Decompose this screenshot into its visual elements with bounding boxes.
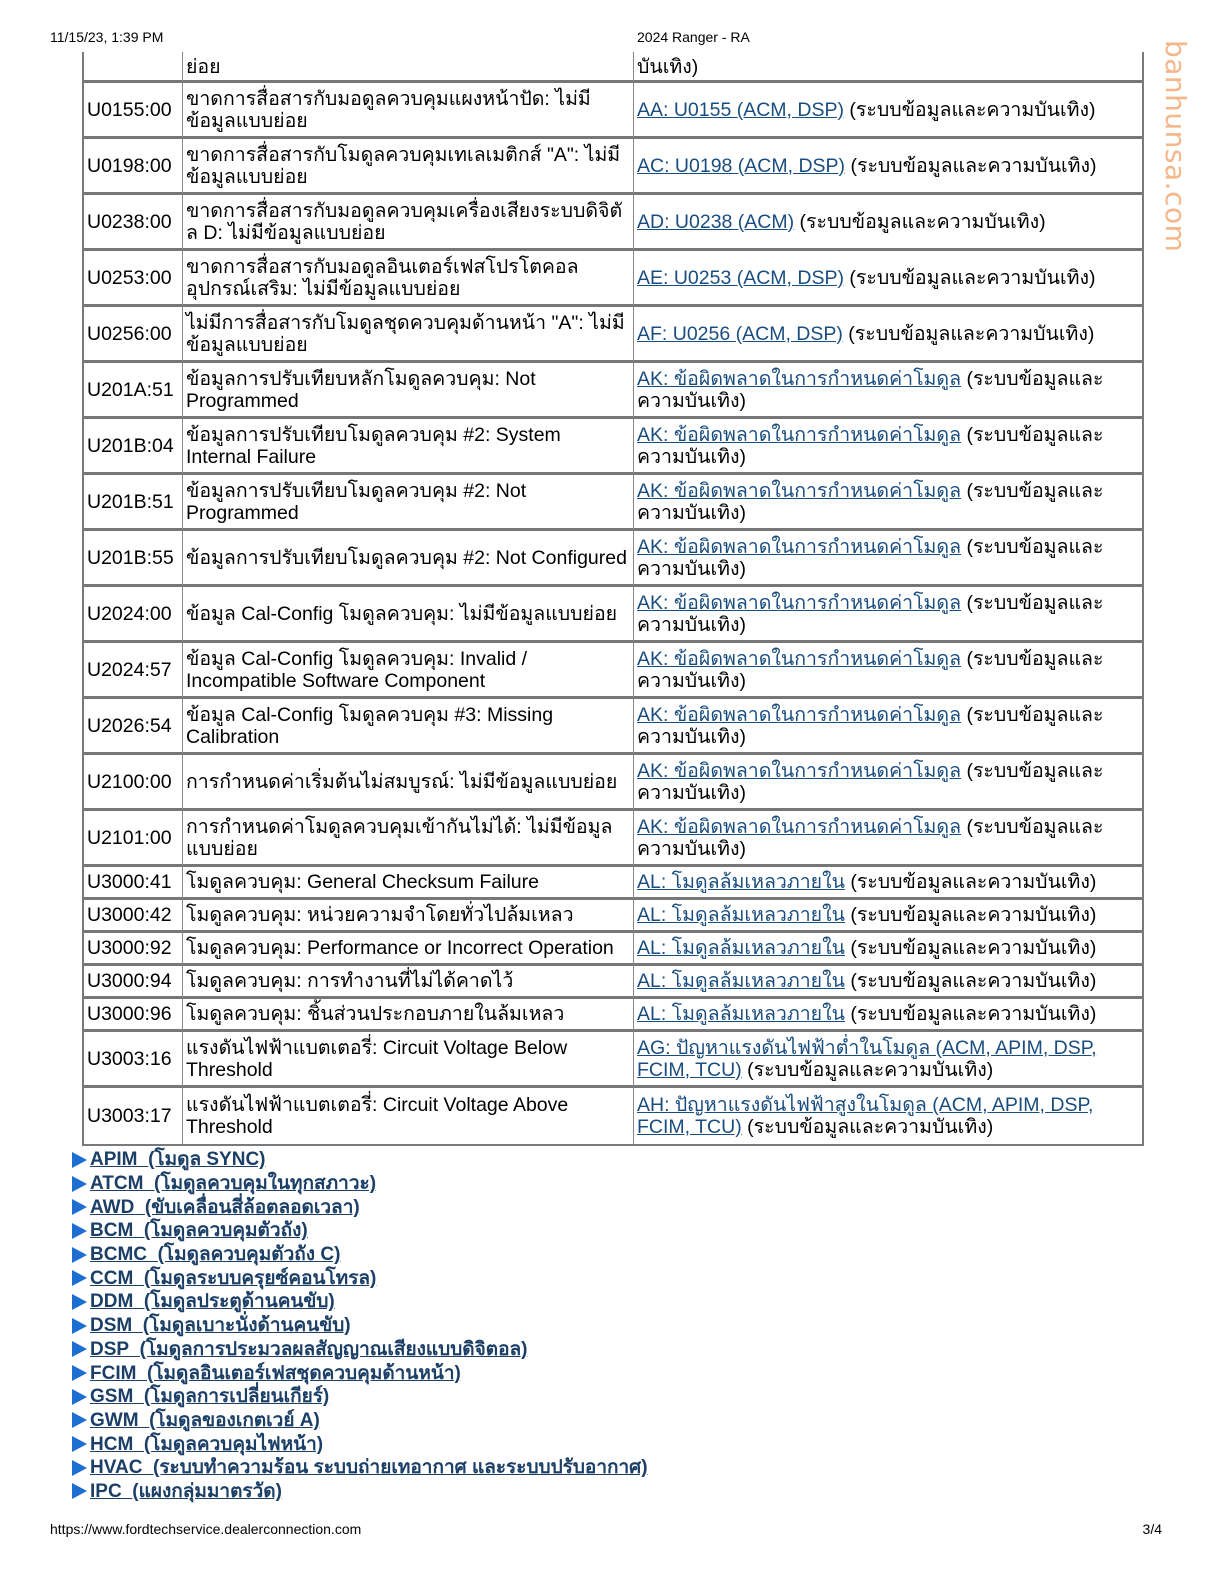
expand-triangle-icon[interactable] (72, 1436, 87, 1452)
spacer (133, 1268, 144, 1289)
pinpoint-test-link[interactable]: AK: ข้อผิดพลาดในการกำหนดค่าโมดูล (637, 535, 962, 558)
module-list-item (72, 1432, 1224, 1456)
module-name: (โมดูลอินเตอร์เฟสชุดควบคุมด้านหน้า) (147, 1362, 461, 1384)
dtc-code-cell: U3000:96 (84, 999, 183, 1032)
module-name: (โมดูลควบคุมไฟหน้า) (143, 1433, 324, 1455)
dtc-code-cell: U3003:17 (84, 1088, 183, 1144)
expand-triangle-icon[interactable] (72, 1365, 87, 1381)
table-row (84, 139, 1142, 195)
expand-triangle-icon[interactable] (72, 1199, 87, 1215)
module-list-item (72, 1409, 1224, 1433)
expand-triangle-icon[interactable] (72, 1412, 87, 1428)
dtc-cause-cell (634, 475, 1142, 531)
module-code: IPC (90, 1480, 122, 1502)
module-name: (โมดูลควบคุมตัวถัง) (143, 1220, 308, 1242)
spacer (147, 1244, 158, 1265)
dtc-code-cell: U3000:92 (84, 933, 183, 966)
dtc-description-cell: โมดูลควบคุม: ชิ้นส่วนประกอบภายในล้มเหลว (183, 999, 634, 1032)
dtc-code-cell: U201B:51 (84, 475, 183, 531)
expand-triangle-icon[interactable] (72, 1294, 87, 1310)
system-label: (ระบบข้อมูลและความบันเทิง) (637, 815, 1104, 860)
pinpoint-test-link[interactable]: AK: ข้อผิดพลาดในการกำหนดค่าโมดูล (637, 703, 962, 726)
dtc-code-cell: U0155:00 (84, 83, 183, 139)
dtc-cause-cell (634, 755, 1142, 811)
spacer (143, 1173, 154, 1194)
table-row (84, 999, 1142, 1032)
dtc-cause-cell (634, 195, 1142, 251)
module-list-item (72, 1456, 1224, 1480)
dtc-cause-cell (634, 1088, 1142, 1144)
table-row (84, 195, 1142, 251)
page-footer (50, 1521, 1162, 1537)
dtc-table (82, 52, 1144, 1146)
table-row (84, 643, 1142, 699)
dtc-code-cell: U201A:51 (84, 363, 183, 419)
pinpoint-test-link[interactable]: AA: U0155 (ACM, DSP) (637, 98, 844, 121)
system-label: (ระบบข้อมูลและความบันเทิง) (637, 647, 1104, 692)
dtc-cause-cell (634, 83, 1142, 139)
module-list-item (72, 1266, 1224, 1290)
dtc-cause-cell (634, 643, 1142, 699)
module-link[interactable] (90, 1219, 308, 1242)
module-code: GWM (90, 1409, 139, 1431)
pinpoint-test-link[interactable]: AK: ข้อผิดพลาดในการกำหนดค่าโมดูล (637, 591, 962, 614)
system-label: (ระบบข้อมูลและความบันเทิง) (794, 210, 1046, 233)
dtc-cause-cell (634, 966, 1142, 999)
module-list-item (72, 1172, 1224, 1196)
module-link[interactable] (90, 1385, 329, 1408)
table-row (84, 83, 1142, 139)
module-name: (โมดูลการประมวลผลสัญญาณเสียงแบบดิจิตอล) (139, 1338, 528, 1360)
module-code: APIM (90, 1149, 138, 1171)
system-label: (ระบบข้อมูลและความบันเทิง) (637, 367, 1104, 412)
module-name: (โมดูลระบบครุยซ์คอนโทรล) (143, 1267, 377, 1289)
system-label: (ระบบข้อมูลและความบันเทิง) (637, 423, 1104, 468)
module-list-item (72, 1148, 1224, 1172)
pinpoint-test-link[interactable]: AL: โมดูลล้มเหลวภายใน (637, 937, 845, 959)
expand-triangle-icon[interactable] (72, 1389, 87, 1405)
table-row (84, 811, 1142, 867)
dtc-description-cell: ข้อมูลการปรับเทียบโมดูลควบคุม #2: Not Programmed (183, 475, 634, 531)
dtc-code-cell: U2024:00 (84, 587, 183, 643)
system-label: (ระบบข้อมูลและความบันเทิง) (844, 904, 1097, 926)
dtc-description-cell: ข้อมูล Cal-Config โมดูลควบคุม: Invalid / Incompatible Software Component (183, 643, 634, 699)
module-link[interactable] (90, 1172, 376, 1195)
module-code: CCM (90, 1267, 134, 1289)
expand-triangle-icon[interactable] (72, 1341, 87, 1357)
module-code: HVAC (90, 1457, 143, 1479)
module-name: (โมดูล SYNC) (148, 1149, 266, 1171)
page-title: 2024 Ranger - RA (637, 29, 750, 45)
dtc-cause-cell (634, 811, 1142, 867)
module-name: (โมดูลควบคุมตัวถัง C) (157, 1244, 341, 1266)
module-code: FCIM (90, 1362, 137, 1384)
table-row (84, 966, 1142, 999)
pinpoint-test-link[interactable]: AL: โมดูลล้มเหลวภายใน (637, 1003, 845, 1025)
module-code: ATCM (90, 1173, 144, 1195)
expand-triangle-icon[interactable] (72, 1152, 87, 1168)
module-link[interactable] (90, 1480, 282, 1503)
module-code: DDM (90, 1291, 134, 1313)
pinpoint-test-link[interactable]: AH: ปัญหาแรงดันไฟฟ้าสูงในโมดูล (ACM, APIM, DSP, FCIM, TCU) (637, 1094, 1094, 1138)
dtc-description-cell: ย่อย (183, 52, 634, 83)
table-row (84, 475, 1142, 531)
module-code: DSM (90, 1315, 133, 1337)
spacer (122, 1481, 133, 1502)
dtc-cause-cell (634, 531, 1142, 587)
dtc-code-cell: U3000:42 (84, 900, 183, 933)
module-list-item (72, 1314, 1224, 1338)
module-list-item (72, 1243, 1224, 1267)
dtc-description-cell: โมดูลควบคุม: Performance or Incorrect Operation (183, 933, 634, 966)
dtc-cause-cell (634, 1032, 1142, 1088)
page-number: 3/4 (1142, 1521, 1162, 1538)
module-list-item (72, 1361, 1224, 1385)
pinpoint-test-link[interactable]: AK: ข้อผิดพลาดในการกำหนดค่าโมดูล (637, 367, 962, 390)
module-link[interactable] (90, 1338, 527, 1361)
expand-triangle-icon[interactable] (72, 1223, 87, 1239)
spacer (142, 1457, 153, 1478)
spacer (133, 1291, 144, 1312)
dtc-cause-cell (634, 867, 1142, 900)
table-row (84, 755, 1142, 811)
dtc-description-cell: ข้อมูลการปรับเทียบหลักโมดูลควบคุม: Not Programmed (183, 363, 634, 419)
module-code: HCM (90, 1433, 134, 1455)
module-link[interactable] (90, 1409, 320, 1432)
system-label: (ระบบข้อมูลและความบันเทิง) (637, 591, 1104, 636)
expand-triangle-icon[interactable] (72, 1483, 87, 1499)
pinpoint-test-link[interactable]: AL: โมดูลล้มเหลวภายใน (637, 970, 845, 992)
dtc-code-cell: U3003:16 (84, 1032, 183, 1088)
module-link[interactable] (90, 1290, 335, 1313)
dtc-description-cell: แรงดันไฟฟ้าแบตเตอรี่: Circuit Voltage Below Threshold (183, 1032, 634, 1088)
module-name: (ขับเคลื่อนสี่ล้อตลอดเวลา) (144, 1196, 360, 1218)
table-row (84, 419, 1142, 475)
spacer (133, 1220, 144, 1241)
dtc-cause-cell (634, 363, 1142, 419)
system-label: (ระบบข้อมูลและความบันเทิง) (637, 759, 1104, 804)
pinpoint-test-link[interactable]: AD: U0238 (ACM) (637, 210, 795, 233)
system-label: (ระบบข้อมูลและความบันเทิง) (844, 937, 1097, 959)
dtc-code-cell: U2026:54 (84, 699, 183, 755)
dtc-description-cell: ข้อมูลการปรับเทียบโมดูลควบคุม #2: System Internal Failure (183, 419, 634, 475)
dtc-description-cell: ข้อมูล Cal-Config โมดูลควบคุม #3: Missing Calibration (183, 699, 634, 755)
pinpoint-test-link[interactable]: AK: ข้อผิดพลาดในการกำหนดค่าโมดูล (637, 759, 962, 782)
print-datetime: 11/15/23, 1:39 PM (50, 29, 164, 45)
table-row (84, 251, 1142, 307)
table-row (84, 587, 1142, 643)
module-link[interactable] (90, 1196, 360, 1219)
dtc-cause-cell (634, 999, 1142, 1032)
table-row (84, 531, 1142, 587)
module-name: (โมดูลประตูด้านคนขับ) (143, 1291, 335, 1313)
dtc-cause-cell (634, 251, 1142, 307)
spacer (129, 1339, 140, 1360)
system-label: (ระบบข้อมูลและความบันเทิง) (637, 703, 1104, 748)
dtc-code-cell: U0198:00 (84, 139, 183, 195)
dtc-description-cell: ข้อมูลการปรับเทียบโมดูลควบคุม #2: Not Configured (183, 531, 634, 587)
dtc-code-cell: U3000:94 (84, 966, 183, 999)
dtc-code-cell: U2100:00 (84, 755, 183, 811)
dtc-code-cell: U201B:55 (84, 531, 183, 587)
dtc-code-cell: U2024:57 (84, 643, 183, 699)
module-name: (โมดูลเบาะนั่งด้านคนขับ) (142, 1315, 351, 1337)
dtc-cause-cell (634, 900, 1142, 933)
dtc-code-cell: U3000:41 (84, 867, 183, 900)
dtc-cause-cell (634, 139, 1142, 195)
dtc-code-cell: U2101:00 (84, 811, 183, 867)
system-label: (ระบบข้อมูลและความบันเทิง) (741, 1116, 994, 1138)
footer-url: https://www.fordtechservice.dealerconnection.com (50, 1521, 362, 1538)
spacer (132, 1315, 143, 1336)
pinpoint-test-link[interactable]: AL: โมดูลล้มเหลวภายใน (637, 904, 845, 926)
module-code: GSM (90, 1386, 134, 1408)
dtc-description-cell: ขาดการสื่อสารกับมอดูลควบคุมเครื่องเสียงระบบดิจิตัล D: ไม่มีข้อมูลแบบย่อย (183, 195, 634, 251)
system-label: (ระบบข้อมูลและความบันเทิง) (842, 322, 1095, 345)
module-link[interactable] (90, 1314, 351, 1337)
pinpoint-test-link[interactable]: AE: U0253 (ACM, DSP) (637, 266, 844, 289)
expand-triangle-icon[interactable] (72, 1460, 87, 1476)
spacer (139, 1410, 150, 1431)
pinpoint-test-link[interactable]: AF: U0256 (ACM, DSP) (637, 322, 843, 345)
module-list (72, 1148, 1224, 1503)
table-row (84, 933, 1142, 966)
table-row (84, 867, 1142, 900)
table-row (84, 900, 1142, 933)
module-name: (โมดูลควบคุมในทุกสภาวะ) (154, 1173, 377, 1195)
dtc-code-cell: U201B:04 (84, 419, 183, 475)
module-list-item (72, 1195, 1224, 1219)
pinpoint-test-link[interactable]: AC: U0198 (ACM, DSP) (637, 154, 846, 177)
dtc-description-cell: การกำหนดค่าเริ่มต้นไม่สมบูรณ์: ไม่มีข้อมูลแบบย่อย (183, 755, 634, 811)
system-label: (ระบบข้อมูลและความบันเทิง) (843, 98, 1096, 121)
pinpoint-test-link[interactable]: AK: ข้อผิดพลาดในการกำหนดค่าโมดูล (637, 815, 962, 838)
module-code: BCMC (90, 1244, 147, 1266)
module-link[interactable] (90, 1148, 266, 1171)
module-code: BCM (90, 1220, 134, 1242)
table-row (84, 1088, 1142, 1144)
dtc-cause-cell (634, 419, 1142, 475)
table-row (84, 699, 1142, 755)
dtc-description-cell: โมดูลควบคุม: การทำงานที่ไม่ได้คาดไว้ (183, 966, 634, 999)
table-row-continued (84, 52, 1142, 83)
module-list-item (72, 1290, 1224, 1314)
dtc-cause-cell: บันเทิง) (634, 52, 1142, 83)
system-label: (ระบบข้อมูลและความบันเทิง) (741, 1058, 994, 1081)
table-row (84, 1032, 1142, 1088)
module-name: (โมดูลการเปลี่ยนเกียร์) (143, 1386, 330, 1408)
system-label: (ระบบข้อมูลและความบันเทิง) (637, 479, 1104, 524)
dtc-description-cell: โมดูลควบคุม: General Checksum Failure (183, 867, 634, 900)
pinpoint-test-link[interactable]: AG: ปัญหาแรงดันไฟฟ้าต่ำในโมดูล (ACM, APIM, DSP, FCIM, TCU) (637, 1036, 1097, 1081)
page-content (0, 52, 1224, 1537)
pinpoint-test-link[interactable]: AK: ข้อผิดพลาดในการกำหนดค่าโมดูล (637, 423, 962, 446)
dtc-description-cell: โมดูลควบคุม: หน่วยความจำโดยทั่วไปล้มเหลว (183, 900, 634, 933)
system-label: (ระบบข้อมูลและความบันเทิง) (843, 266, 1096, 289)
expand-triangle-icon[interactable] (72, 1176, 87, 1192)
module-list-item (72, 1219, 1224, 1243)
module-link[interactable] (90, 1243, 340, 1266)
module-code: DSP (90, 1338, 130, 1360)
table-row (84, 363, 1142, 419)
module-name: (แผงกลุ่มมาตรวัด) (132, 1480, 282, 1502)
module-name: (โมดูลของเกตเวย์ A) (149, 1409, 320, 1431)
dtc-cause-cell (634, 933, 1142, 966)
dtc-description-cell: ขาดการสื่อสารกับมอดูลอินเตอร์เฟสโปรโตคอลอุปกรณ์เสริม: ไม่มีข้อมูลแบบย่อย (183, 251, 634, 307)
module-name: (ระบบทำความร้อน ระบบถ่ายเทอากาศ และระบบปรับอากาศ) (153, 1457, 648, 1479)
pinpoint-test-link[interactable]: AK: ข้อผิดพลาดในการกำหนดค่าโมดูล (637, 479, 962, 502)
expand-triangle-icon[interactable] (72, 1247, 87, 1263)
system-label: (ระบบข้อมูลและความบันเทิง) (845, 154, 1097, 177)
dtc-cause-cell (634, 307, 1142, 363)
dtc-code-cell (84, 52, 183, 83)
spacer (136, 1363, 147, 1384)
module-list-item (72, 1338, 1224, 1362)
pinpoint-test-link[interactable]: AL: โมดูลล้มเหลวภายใน (637, 871, 845, 893)
dtc-description-cell: ขาดการสื่อสารกับโมดูลควบคุมเทเลเมติกส์ "A": ไม่มีข้อมูลแบบย่อย (183, 139, 634, 195)
spacer (134, 1197, 145, 1218)
module-code: AWD (90, 1196, 135, 1218)
dtc-cause-cell (634, 699, 1142, 755)
dtc-description-cell: ขาดการสื่อสารกับมอดูลควบคุมแผงหน้าปัด: ไม่มีข้อมูลแบบย่อย (183, 83, 634, 139)
expand-triangle-icon[interactable] (72, 1270, 87, 1286)
module-link[interactable] (90, 1362, 461, 1385)
spacer (133, 1386, 144, 1407)
module-link[interactable] (90, 1456, 648, 1479)
dtc-cause-cell (634, 587, 1142, 643)
dtc-description-cell: ไม่มีการสื่อสารกับโมดูลชุดควบคุมด้านหน้า "A": ไม่มีข้อมูลแบบย่อย (183, 307, 634, 363)
expand-triangle-icon[interactable] (72, 1318, 87, 1334)
system-label: (ระบบข้อมูลและความบันเทิง) (844, 1003, 1097, 1025)
system-label: (ระบบข้อมูลและความบันเทิง) (637, 535, 1104, 580)
pinpoint-test-link[interactable]: AK: ข้อผิดพลาดในการกำหนดค่าโมดูล (637, 647, 962, 670)
dtc-description-cell: การกำหนดค่าโมดูลควบคุมเข้ากันไม่ได้: ไม่มีข้อมูลแบบย่อย (183, 811, 634, 867)
dtc-description-cell: แรงดันไฟฟ้าแบตเตอรี่: Circuit Voltage Above Threshold (183, 1088, 634, 1144)
table-row (84, 307, 1142, 363)
module-list-item (72, 1480, 1224, 1504)
spacer (138, 1149, 149, 1170)
system-label: (ระบบข้อมูลและความบันเทิง) (844, 970, 1097, 992)
watermark: banhunsa.com (1159, 40, 1192, 253)
module-link[interactable] (90, 1267, 376, 1290)
spacer (133, 1434, 144, 1455)
dtc-code-cell: U0253:00 (84, 251, 183, 307)
system-label: (ระบบข้อมูลและความบันเทิง) (844, 871, 1097, 893)
module-link[interactable] (90, 1433, 323, 1456)
module-list-item (72, 1385, 1224, 1409)
dtc-code-cell: U0238:00 (84, 195, 183, 251)
dtc-description-cell: ข้อมูล Cal-Config โมดูลควบคุม: ไม่มีข้อมูลแบบย่อย (183, 587, 634, 643)
dtc-code-cell: U0256:00 (84, 307, 183, 363)
